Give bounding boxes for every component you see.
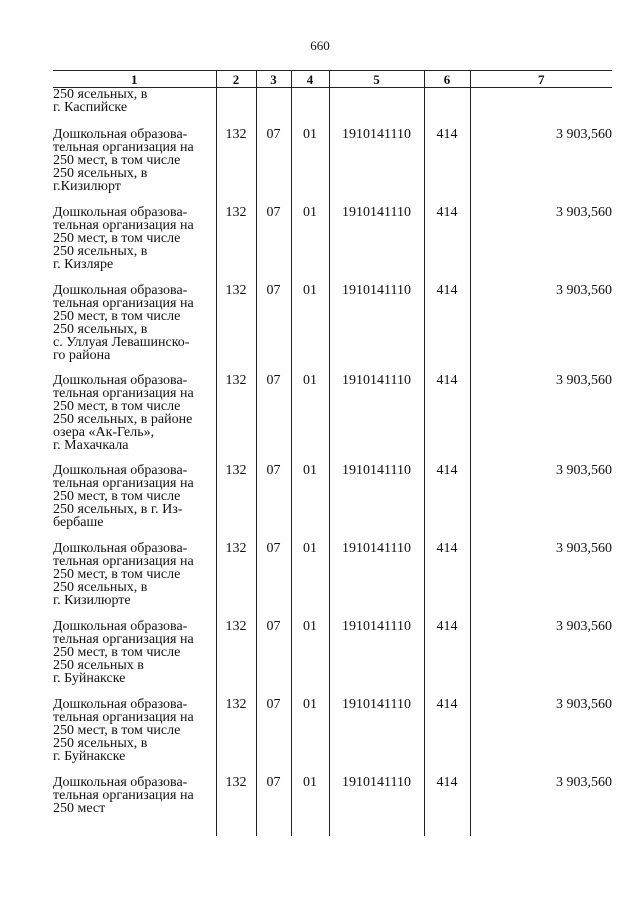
- row-code-5: 1910141110: [329, 128, 424, 206]
- col-header-6: 6: [424, 71, 470, 88]
- col-header-4: 4: [291, 71, 329, 88]
- row-code-3: 07: [256, 374, 291, 464]
- row-code-5: 1910141110: [329, 542, 424, 620]
- row-code-2: 132: [216, 284, 256, 374]
- row-code-5: 1910141110: [329, 776, 424, 836]
- row-code-5: 1910141110: [329, 620, 424, 698]
- row-code-3: 07: [256, 206, 291, 284]
- row-name: 250 ясельных, в г. Каспийске: [53, 87, 148, 115]
- header-row: [53, 71, 612, 88]
- row-code-6: 414: [424, 620, 470, 698]
- table-row: [53, 542, 612, 620]
- table-row: [53, 464, 612, 542]
- row-code-2: 132: [216, 206, 256, 284]
- row-amount: 3 903,560: [470, 464, 612, 542]
- row-name: Дошкольная образова- тельная организация на 250 мест, в том числе 250 ясельных, в г. Кизилюрте: [53, 541, 194, 608]
- table-row: [53, 284, 612, 374]
- col-header-7: 7: [470, 71, 612, 88]
- row-code-4: 01: [291, 542, 329, 620]
- row-amount: 3 903,560: [470, 284, 612, 374]
- page-number: 660: [310, 38, 330, 53]
- row-code-3: 07: [256, 464, 291, 542]
- row-code-2: [216, 88, 256, 129]
- row-name: Дошкольная образова- тельная организация на 250 мест, в том числе 250 ясельных, в с. Уллуая Левашинско- го района: [53, 283, 194, 363]
- row-code-4: 01: [291, 374, 329, 464]
- row-code-6: 414: [424, 698, 470, 776]
- row-code-3: 07: [256, 776, 291, 836]
- row-code-4: 01: [291, 776, 329, 836]
- row-code-5: 1910141110: [329, 374, 424, 464]
- row-code-6: 414: [424, 206, 470, 284]
- row-name: Дошкольная образова- тельная организация на 250 мест, в том числе 250 ясельных, в г. Из- бербаше: [53, 463, 194, 530]
- row-code-6: 414: [424, 542, 470, 620]
- col-header-1: 1: [53, 71, 216, 88]
- row-code-2: 132: [216, 776, 256, 836]
- row-name: Дошкольная образова- тельная организация на 250 мест, в том числе 250 ясельных, в г. Кизляре: [53, 205, 194, 272]
- row-amount: 3 903,560: [470, 542, 612, 620]
- table-row: [53, 776, 612, 836]
- row-code-2: 132: [216, 464, 256, 542]
- table-row: [53, 374, 612, 464]
- row-amount: 3 903,560: [470, 128, 612, 206]
- row-code-3: 07: [256, 128, 291, 206]
- row-code-2: 132: [216, 620, 256, 698]
- row-code-4: 01: [291, 464, 329, 542]
- table-row: [53, 206, 612, 284]
- row-amount: 3 903,560: [470, 776, 612, 836]
- row-code-2: 132: [216, 128, 256, 206]
- row-code-6: 414: [424, 776, 470, 836]
- row-amount: 3 903,560: [470, 698, 612, 776]
- table-row: [53, 698, 612, 776]
- col-header-2: 2: [216, 71, 256, 88]
- row-code-5: 1910141110: [329, 284, 424, 374]
- row-name: Дошкольная образова- тельная организация на 250 мест, в том числе 250 ясельных, в г.Кизилюрт: [53, 127, 194, 194]
- row-code-4: [291, 88, 329, 129]
- row-code-3: 07: [256, 284, 291, 374]
- row-amount: 3 903,560: [470, 374, 612, 464]
- row-code-3: [256, 88, 291, 129]
- row-code-2: 132: [216, 698, 256, 776]
- row-amount: 3 903,560: [470, 206, 612, 284]
- row-code-5: 1910141110: [329, 698, 424, 776]
- row-code-4: 01: [291, 284, 329, 374]
- row-code-2: 132: [216, 374, 256, 464]
- row-name: Дошкольная образова- тельная организация на 250 мест, в том числе 250 ясельных, в г. Буйнакске: [53, 697, 194, 764]
- col-header-3: 3: [256, 71, 291, 88]
- row-code-2: 132: [216, 542, 256, 620]
- row-code-3: 07: [256, 542, 291, 620]
- row-code-5: 1910141110: [329, 464, 424, 542]
- table-row: [53, 88, 612, 129]
- row-code-6: [424, 88, 470, 129]
- row-code-4: 01: [291, 620, 329, 698]
- row-code-3: 07: [256, 698, 291, 776]
- row-code-6: 414: [424, 128, 470, 206]
- row-code-5: 1910141110: [329, 206, 424, 284]
- table-row: [53, 620, 612, 698]
- row-code-4: 01: [291, 128, 329, 206]
- row-amount: 3 903,560: [470, 620, 612, 698]
- row-name: Дошкольная образова- тельная организация на 250 мест, в том числе 250 ясельных, в районе озера «Ак-Гель», г. Махачкала: [53, 373, 194, 453]
- row-code-5: [329, 88, 424, 129]
- row-code-4: 01: [291, 698, 329, 776]
- col-header-5: 5: [329, 71, 424, 88]
- table-row: [53, 128, 612, 206]
- row-code-3: 07: [256, 620, 291, 698]
- row-code-6: 414: [424, 374, 470, 464]
- row-code-4: 01: [291, 206, 329, 284]
- row-name: Дошкольная образова- тельная организация на 250 мест: [53, 775, 194, 816]
- row-name: Дошкольная образова- тельная организация на 250 мест, в том числе 250 ясельных в г. Буйнакске: [53, 619, 194, 686]
- row-code-6: 414: [424, 284, 470, 374]
- budget-table: [53, 70, 612, 836]
- row-code-6: 414: [424, 464, 470, 542]
- row-amount: [470, 88, 612, 129]
